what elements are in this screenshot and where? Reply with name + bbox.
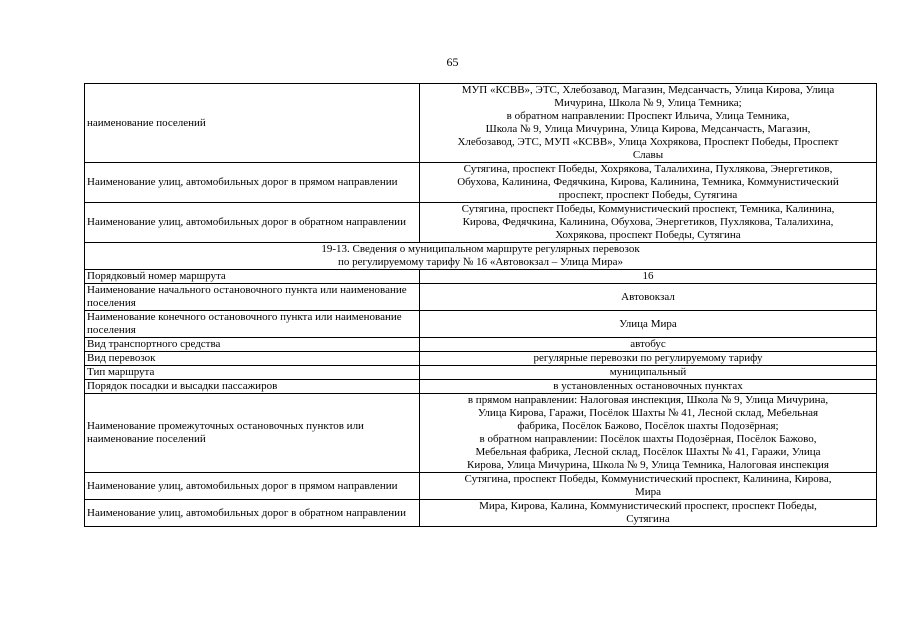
table-row [85,380,877,394]
table-row [85,84,877,163]
row-value-line: Славы [632,149,664,161]
row-value [420,338,877,352]
table-row [85,500,877,527]
row-label: наименование поселений [85,84,420,163]
row-label: Наименование промежуточных остановочных пунктов или наименование поселений [85,394,420,473]
row-value-line: Сутягина [626,513,670,525]
row-label: Порядковый номер маршрута [85,270,420,284]
row-label: Порядок посадки и высадки пассажиров [85,380,420,394]
row-value-line: Мира [634,486,662,498]
row-value-line: Улица Мира [619,317,677,330]
table-row [85,394,877,473]
row-value-line: Автовокзал [621,290,675,303]
section-header-line: по регулируемому тарифу № 16 «Автовокзал – Улица Мира» [338,256,623,268]
row-value-line: фабрика, Посёлок Бажово, Посёлок шахты Подозёрная; [517,420,779,432]
row-label: Наименование начального остановочного пункта или наименование поселения [85,284,420,311]
row-value-line: Школа № 9, Улица Мичурина, Улица Кирова, Медсанчасть, Магазин, [485,123,811,135]
route-info-table [84,83,877,527]
row-value-line: Мебельная фабрика, Лесной склад, Посёлок Шахты № 41, Гаражи, Улица [475,446,821,458]
row-value [420,270,877,284]
row-value-line: автобус [630,338,666,350]
row-value-line: Кирова, Федячкина, Калинина, Обухова, Энергетиков, Пухлякова, Талалихина, [462,216,834,228]
row-value [420,311,877,338]
row-value [420,473,877,500]
table-row [85,366,877,380]
row-value-line: регулярные перевозки по регулируемому тарифу [533,352,763,364]
page-number: 65 [446,55,459,69]
row-value-line: в обратном направлении: Проспект Ильича, Улица Темника, [506,110,790,122]
row-label: Наименование улиц, автомобильных дорог в прямом направлении [85,473,420,500]
row-value-line: 16 [642,270,654,282]
route-info-table-body [85,84,877,527]
row-label: Наименование конечного остановочного пункта или наименование поселения [85,311,420,338]
section-header-line: 19-13. Сведения о муниципальном маршруте регулярных перевозок [321,243,640,255]
row-value-line: МУП «КСВВ», ЭТС, Хлебозавод, Магазин, Медсанчасть, Улица Кирова, Улица [461,84,835,96]
table-row [85,163,877,203]
table-row [85,352,877,366]
row-value-line: Кирова, Улица Мичурина, Школа № 9, Улица Темника, Налоговая инспекция [467,459,829,471]
row-value [420,203,877,243]
table-row [85,203,877,243]
row-value-line: Обухова, Калинина, Федячкина, Кирова, Калинина, Темника, Коммунистический [457,176,839,188]
row-label: Наименование улиц, автомобильных дорог в обратном направлении [85,500,420,527]
section-header-row [85,243,877,270]
row-value [420,163,877,203]
row-value [420,352,877,366]
row-value-line: проспект, проспект Победы, Сутягина [558,189,738,201]
row-label: Вид перевозок [85,352,420,366]
row-label: Наименование улиц, автомобильных дорог в прямом направлении [85,163,420,203]
row-value-line: Сутягина, проспект Победы, Коммунистический проспект, Калинина, Кирова, [464,473,832,485]
table-row [85,270,877,284]
row-value [420,394,877,473]
row-value-line: Улица Кирова, Гаражи, Посёлок Шахты № 41, Лесной склад, Мебельная [477,407,819,419]
table-row [85,284,877,311]
row-value [420,366,877,380]
section-header [85,243,877,270]
table-row [85,473,877,500]
row-value-line: в прямом направлении: Налоговая инспекция, Школа № 9, Улица Мичурина, [467,394,829,406]
row-value-line: Хлебозавод, ЭТС, МУП «КСВВ», Улица Хохрякова, Проспект Победы, Проспект [457,136,839,148]
row-value-line: Сутягина, проспект Победы, Коммунистический проспект, Темника, Калинина, [461,203,835,215]
row-label: Вид транспортного средства [85,338,420,352]
row-value [420,284,877,311]
row-value-line: Мира, Кирова, Калина, Коммунистический проспект, проспект Победы, [479,500,817,512]
row-value [420,500,877,527]
row-label: Тип маршрута [85,366,420,380]
table-row [85,311,877,338]
row-value-line: в установленных остановочных пунктах [553,380,743,392]
row-value-line: Хохрякова, проспект Победы, Сутягина [555,229,741,241]
table-row [85,338,877,352]
row-value-line: в обратном направлении: Посёлок шахты Подозёрная, Посёлок Бажово, [479,433,817,445]
row-value [420,84,877,163]
row-value [420,380,877,394]
row-value-line: Мичурина, Школа № 9, Улица Темника; [554,97,742,109]
row-value-line: муниципальный [609,366,687,378]
row-label: Наименование улиц, автомобильных дорог в обратном направлении [85,203,420,243]
row-value-line: Сутягина, проспект Победы, Хохрякова, Талалихина, Пухлякова, Энергетиков, [463,163,833,175]
